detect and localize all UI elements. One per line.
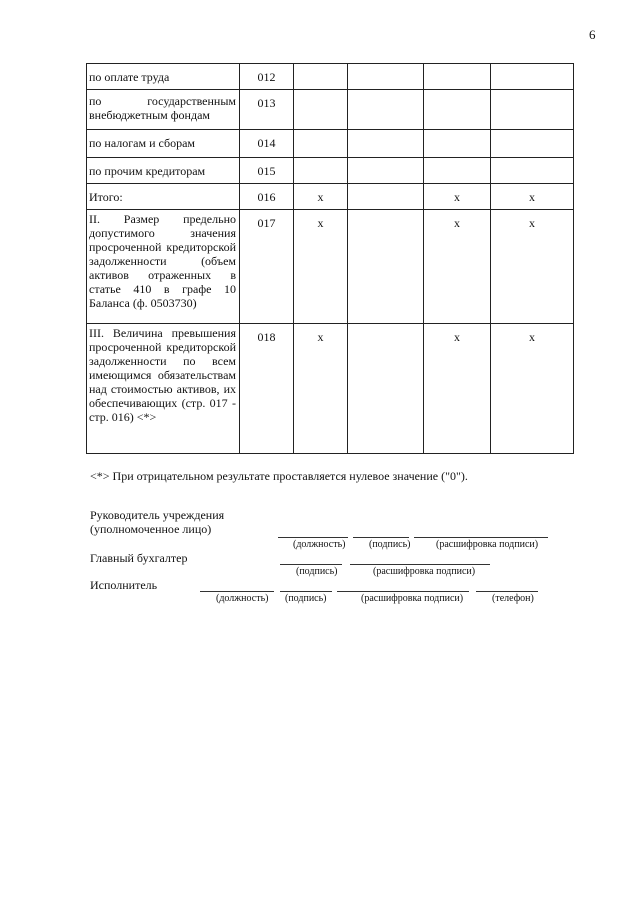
head-position-line[interactable] <box>278 537 348 538</box>
cell <box>294 158 348 184</box>
table-row <box>87 64 574 90</box>
head-position-caption: (должность) <box>293 539 346 550</box>
cell <box>348 184 424 210</box>
executor-signature-caption: (подпись) <box>285 593 327 604</box>
cell <box>348 210 424 324</box>
cell: х <box>424 324 491 454</box>
row-code: 015 <box>240 158 294 184</box>
cell: х <box>491 184 574 210</box>
row-label: III. Величина превышения просроченной кредиторской задолженности по всем имеющимся обязательствам над стоимостью активов, их обеспечивающих (стр. 017 - стр. 016) <*> <box>87 324 240 454</box>
row-label: II. Размер предельно допустимого значения просроченной кредиторской задолженности (объем активов отраженных в статье 410 в графе 10 Баланса (ф. 0503730) <box>87 210 240 324</box>
executor-signature-line[interactable] <box>280 591 332 592</box>
cell <box>294 90 348 130</box>
executor-decoding-line[interactable] <box>337 591 469 592</box>
row-label: Итого: <box>87 184 240 210</box>
cell <box>424 158 491 184</box>
table-row <box>87 130 574 158</box>
cell: х <box>424 184 491 210</box>
cell <box>424 64 491 90</box>
row-label: по прочим кредиторам <box>87 158 240 184</box>
cell <box>348 64 424 90</box>
head-decoding-line[interactable] <box>414 537 548 538</box>
cell: х <box>424 210 491 324</box>
executor-phone-line[interactable] <box>476 591 538 592</box>
chief-accountant-title: Главный бухгалтер <box>90 551 188 565</box>
cell <box>294 64 348 90</box>
cell <box>348 158 424 184</box>
row-label: по государственным внебюджетным фондам <box>87 90 240 130</box>
executor-decoding-caption: (расшифровка подписи) <box>361 593 464 604</box>
cell <box>491 130 574 158</box>
chief-decoding-line[interactable] <box>350 564 490 565</box>
cell <box>491 158 574 184</box>
row-code: 018 <box>240 324 294 454</box>
executor-phone-caption: (телефон) <box>492 593 534 604</box>
head-signature-line[interactable] <box>353 537 409 538</box>
row-code: 012 <box>240 64 294 90</box>
cell: х <box>491 210 574 324</box>
cell: х <box>294 210 348 324</box>
row-code: 016 <box>240 184 294 210</box>
head-title-line2: (уполномоченное лицо) <box>90 522 212 536</box>
cell <box>491 90 574 130</box>
row-code: 017 <box>240 210 294 324</box>
footnote: <*> При отрицательном результате проставляется нулевое значение ("0"). <box>90 469 468 483</box>
chief-signature-caption: (подпись) <box>296 566 338 577</box>
cell <box>424 90 491 130</box>
page-number: 6 <box>589 27 596 42</box>
row-label: по налогам и сборам <box>87 130 240 158</box>
row-label: по оплате труда <box>87 64 240 90</box>
cell <box>491 64 574 90</box>
table-row <box>87 324 574 454</box>
head-signature-caption: (подпись) <box>369 539 411 550</box>
executor-position-caption: (должность) <box>216 593 269 604</box>
head-decoding-caption: (расшифровка подписи) <box>436 539 539 550</box>
row-code: 013 <box>240 90 294 130</box>
table-row <box>87 184 574 210</box>
cell: х <box>294 324 348 454</box>
table-row <box>87 90 574 130</box>
report-table <box>86 63 574 454</box>
cell <box>294 130 348 158</box>
executor-position-line[interactable] <box>200 591 274 592</box>
head-title-line1: Руководитель учреждения <box>90 508 225 522</box>
row-code: 014 <box>240 130 294 158</box>
cell: х <box>491 324 574 454</box>
table-row <box>87 210 574 324</box>
table-row <box>87 158 574 184</box>
chief-decoding-caption: (расшифровка подписи) <box>373 566 476 577</box>
chief-signature-line[interactable] <box>280 564 342 565</box>
cell: х <box>294 184 348 210</box>
cell <box>348 90 424 130</box>
cell <box>424 130 491 158</box>
executor-title: Исполнитель <box>90 578 158 592</box>
cell <box>348 324 424 454</box>
cell <box>348 130 424 158</box>
